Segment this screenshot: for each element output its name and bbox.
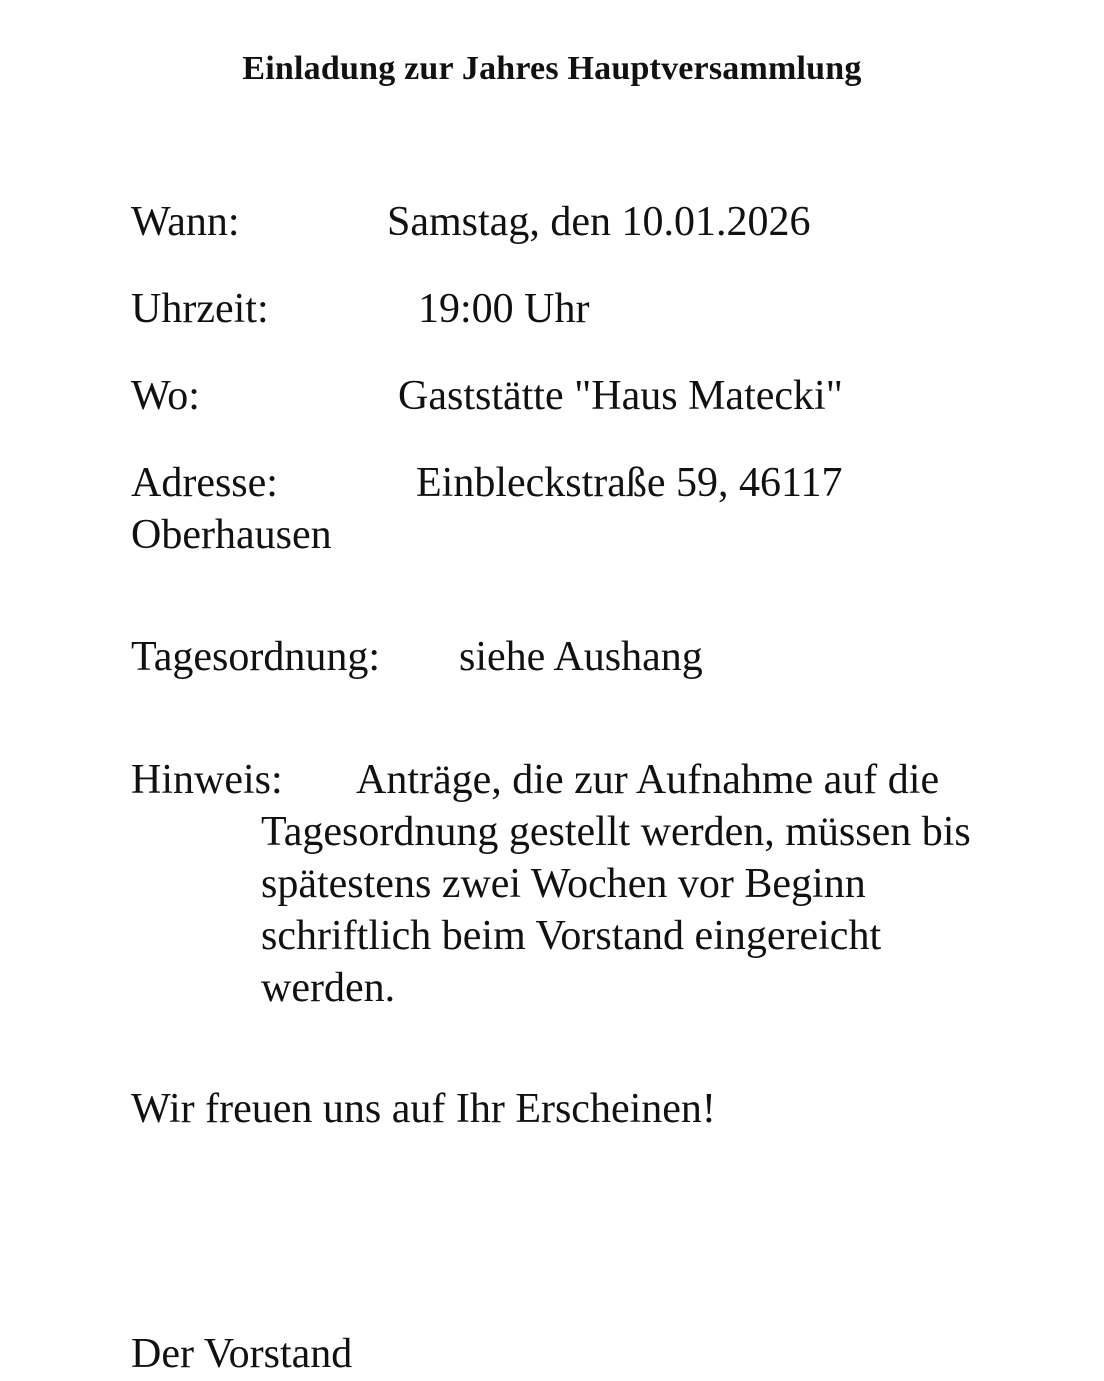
time-value: 19:00 Uhr <box>418 286 590 332</box>
signature: Der Vorstand <box>131 1331 353 1377</box>
time-row <box>131 283 590 335</box>
agenda-row <box>131 631 703 683</box>
address-row <box>131 457 843 509</box>
time-label: Uhrzeit: <box>131 286 269 332</box>
hint-row <box>131 754 940 806</box>
agenda-label: Tagesordnung: <box>131 634 381 680</box>
hint-label: Hinweis: <box>131 757 283 803</box>
hint-first-line: Anträge, die zur Aufnahme auf die <box>356 757 940 803</box>
closing-line: Wir freuen uns auf Ihr Erscheinen! <box>131 1086 716 1132</box>
hint-line: schriftlich beim Vorstand eingereicht <box>261 913 882 959</box>
agenda-value: siehe Aushang <box>459 634 703 680</box>
hint-line: Tagesordnung gestellt werden, müssen bis <box>261 809 971 855</box>
when-label: Wann: <box>131 199 240 245</box>
where-value: Gaststätte "Haus Matecki" <box>398 373 843 419</box>
address-label: Adresse: <box>131 460 278 506</box>
where-row <box>131 370 843 422</box>
address-value-line2: Oberhausen <box>131 512 332 558</box>
hint-line: spätestens zwei Wochen vor Beginn <box>261 861 866 907</box>
document-title: Einladung zur Jahres Hauptversammlung <box>242 50 862 87</box>
address-value-line1: Einbleckstraße 59, 46117 <box>416 460 843 506</box>
when-row <box>131 196 811 248</box>
hint-body <box>261 806 1051 1014</box>
when-value: Samstag, den 10.01.2026 <box>387 199 811 245</box>
hint-line: werden. <box>261 965 396 1011</box>
where-label: Wo: <box>131 373 200 419</box>
